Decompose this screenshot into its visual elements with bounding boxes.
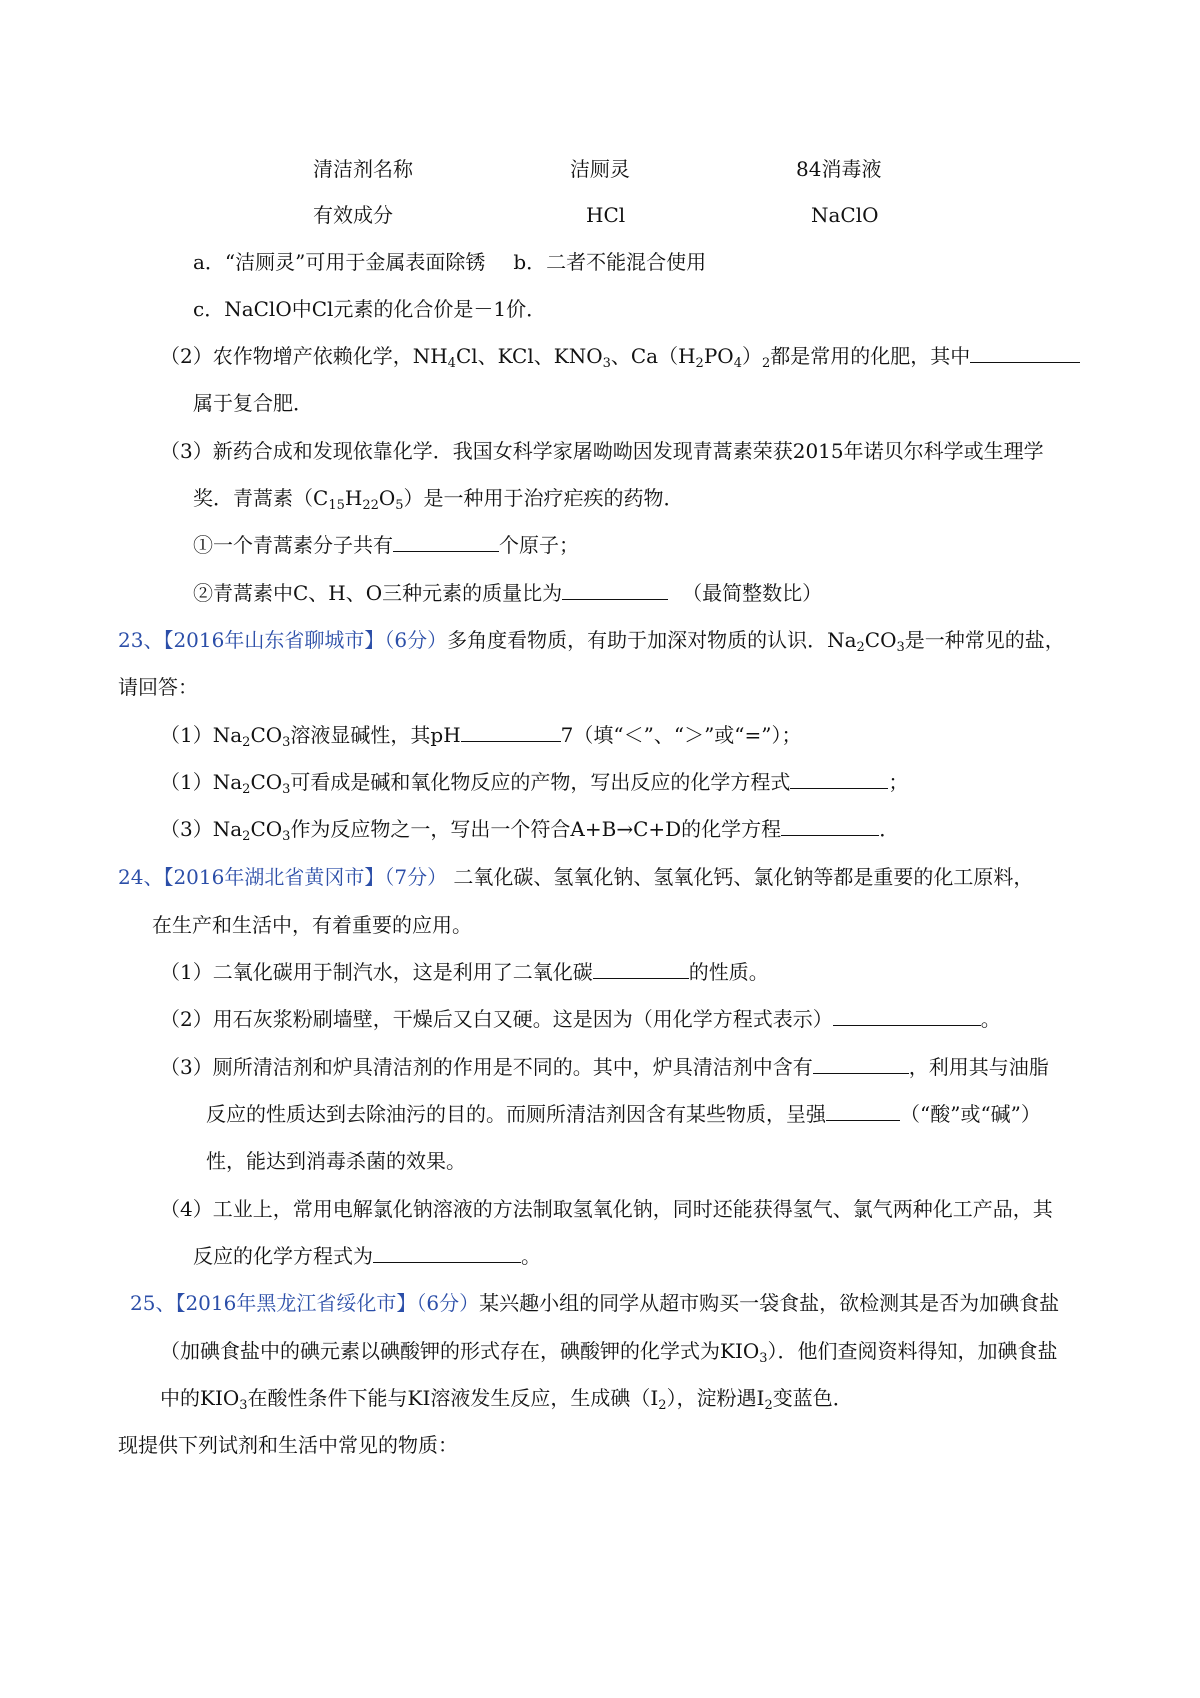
- q23-sub1: $(1)Na_2CO_3$溶液显碱性，其pH 7（填“＜”、“＞”或“=”）；: [160, 723, 802, 750]
- q22-part3-item1: ①一个青蒿素分子共有 个原子；: [193, 533, 579, 557]
- table-header-84-disinfectant: 84消毒液: [796, 157, 882, 181]
- q24-line2: 在生产和生活中，有着重要的应用。: [152, 913, 472, 937]
- q24-sub3: （3）厕所清洁剂和炉具清洁剂的作用是不同的。其中，炉具清洁剂中含有 ，利用其与油脂: [160, 1055, 1049, 1079]
- q23-sub2: $(1)Na_2CO_3$可看成是碱和氧化物反应的产物，写出反应的化学方程式 ；: [160, 770, 909, 797]
- table-row-label: 有效成分: [313, 203, 393, 227]
- answer-blank[interactable]: [833, 1007, 981, 1026]
- answer-blank[interactable]: [393, 533, 499, 552]
- q22-part2-line2: 属于复合肥．: [193, 391, 313, 415]
- answer-blank[interactable]: [593, 960, 689, 979]
- answer-blank[interactable]: [461, 723, 561, 742]
- q23-sub3: $(3)Na_2CO_3$作为反应物之一，写出一个符合A+B→C+D的化学方程 ．: [160, 817, 900, 844]
- q24-sub2: （2）用石灰浆粉刷墙壁，干燥后又白又硬。这是因为（用化学方程式表示） 。: [160, 1007, 1001, 1031]
- q24-sub3-line2: 反应的性质达到去除油污的目的。而厕所清洁剂因含有某些物质，呈强 （“酸”或“碱”）: [206, 1102, 1041, 1126]
- q24-sub4: （4）工业上，常用电解氯化钠溶液的方法制取氢氧化钠，同时还能获得氢气、氯气两种化工产品，其: [160, 1197, 1053, 1221]
- option-b: b．二者不能混合使用: [513, 250, 707, 274]
- q23-line1: 23、【2016年山东省聊城市】（6分）多角度看物质，有助于加深对物质的认识．$Na_2CO_3$是一种常见的盐，: [118, 628, 1065, 655]
- q25-line1: 25、【2016年黑龙江省绥化市】（6分）某兴趣小组的同学从超市购买一袋食盐，欲检测其是否为加碘食盐: [130, 1291, 1060, 1315]
- q24-sub3-line3: 性，能达到消毒杀菌的效果。: [206, 1149, 466, 1173]
- question-number: 24、: [118, 865, 164, 889]
- q24-sub4-line2: 反应的化学方程式为 。: [193, 1244, 541, 1268]
- answer-blank[interactable]: [813, 1055, 909, 1074]
- q23-line2: 请回答：: [118, 675, 198, 699]
- table-cell-hcl: HCl: [586, 203, 626, 227]
- table-header-name: 清洁剂名称: [313, 157, 413, 181]
- option-c: c．NaClO中Cl元素的化合价是－1价．: [193, 297, 547, 321]
- answer-blank[interactable]: [373, 1244, 521, 1263]
- question-source: 【2016年湖北省黄冈市】（7分）: [163, 865, 448, 889]
- q25-line3: 中的$KIO_3$在酸性条件下能与KI溶液发生反应，生成碘$(I_2)$，淀粉遇$I_2$变蓝色．: [160, 1386, 853, 1413]
- answer-blank[interactable]: [562, 581, 668, 600]
- q22-part2-line1: （2）农作物增产依赖化学，$NH_4Cl$、KCl、$KNO_3$、$Ca(H_2PO_4)_2$都是常用的化肥，其中: [160, 341, 1080, 371]
- question-number: 25、: [130, 1291, 176, 1315]
- option-ab: [193, 247, 706, 277]
- question-source: 【2016年黑龙江省绥化市】（6分）: [175, 1291, 480, 1315]
- q25-line4: 现提供下列试剂和生活中常见的物质：: [118, 1433, 458, 1457]
- question-number: 23、: [118, 628, 164, 652]
- q22-part3-line2: 奖．青蒿素$(C_{15}H_{22}O_5)$是一种用于治疗疟疾的药物．: [193, 486, 684, 513]
- q24-sub1: （1）二氧化碳用于制汽水，这是利用了二氧化碳 的性质。: [160, 960, 769, 984]
- question-source: 【2016年山东省聊城市】（6分）: [163, 628, 448, 652]
- option-a: a．“洁厕灵”可用于金属表面除锈: [193, 250, 486, 274]
- q24-line1: 24、【2016年湖北省黄冈市】（7分） 二氧化碳、氢氧化钠、氢氧化钙、氯化钠等都是重要的化工原料，: [118, 865, 1034, 889]
- answer-blank[interactable]: [826, 1102, 900, 1121]
- answer-blank[interactable]: [781, 817, 879, 836]
- q22-part3-item2: ②青蒿素中C、H、O三种元素的质量比为 （最简整数比）: [193, 581, 823, 605]
- q25-line2: （加碘食盐中的碘元素以碘酸钾的形式存在，碘酸钾的化学式为$KIO_3$）．他们查阅资料得知，加碘食盐: [160, 1339, 1058, 1366]
- table-header-toilet-cleaner: 洁厕灵: [570, 157, 630, 181]
- answer-blank[interactable]: [970, 344, 1080, 363]
- answer-blank[interactable]: [790, 770, 888, 789]
- table-cell-naclo: NaClO: [811, 203, 879, 227]
- q22-part3-line1: （3）新药合成和发现依靠化学．我国女科学家屠呦呦因发现青蒿素荣获2015年诺贝尔科学或生理学: [160, 439, 1044, 463]
